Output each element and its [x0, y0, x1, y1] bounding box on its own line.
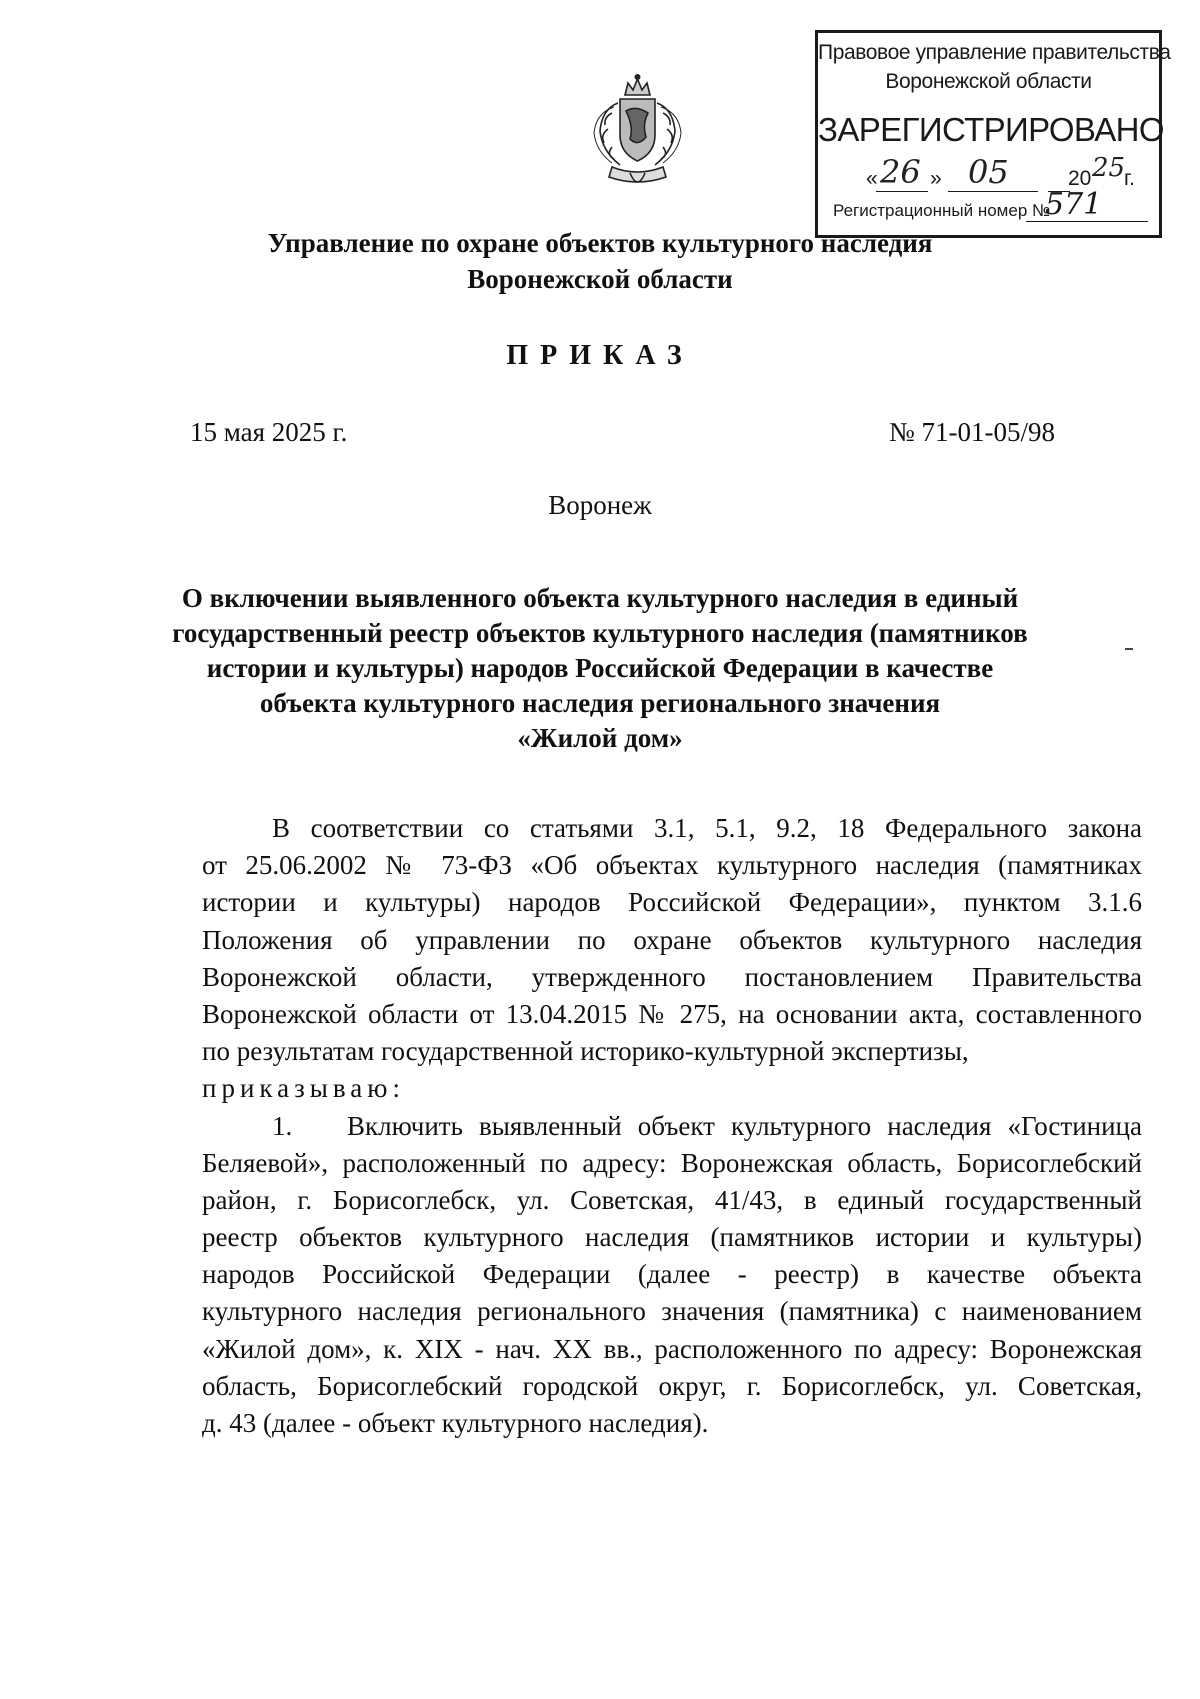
preamble-line: В соответствии со статьями 3.1, 5.1, 9.2, 18 Федерального закона — [272, 813, 1142, 843]
stamp-date-day: 26 — [880, 153, 921, 191]
item1-line: народов Российской Федерации (далее - реестр) в качестве объекта — [202, 1259, 1142, 1290]
stamp-reg-number-label: Регистрационный номер № — [833, 201, 1051, 220]
item1-first-line — [202, 1108, 1142, 1145]
registration-stamp — [815, 30, 1171, 238]
doc-title-line: государственный реестр объектов культурного наследия (памятников — [172, 618, 1028, 648]
item1-number: 1. — [272, 1110, 293, 1141]
preamble-line: Воронежской области от 13.04.2015 № 275, на основании акта, составленного — [202, 998, 1142, 1029]
coat-of-arms-icon — [590, 73, 685, 193]
margin-mark — [1125, 648, 1133, 650]
stamp-date-year-prefix: 20 — [1068, 167, 1092, 190]
item1-line: область, Борисоглебский городской округ, г. Борисоглебск, ул. Советская, — [202, 1370, 1142, 1401]
item1-line: культурного наследия регионального значения (памятника) с наименованием — [202, 1296, 1142, 1327]
stamp-org-line1: Правовое управление правительства — [818, 41, 1171, 64]
doc-title-line: объекта культурного наследия регионального значения — [259, 688, 941, 718]
stamp-quote-open: « — [866, 167, 878, 190]
doc-title-line: О включении выявленного объекта культурного наследия в единый — [181, 583, 1019, 613]
doc-number: № 71-01-05/98 — [889, 417, 1055, 447]
preamble-line: по результатам государственной историко-культурной экспертизы, — [202, 1036, 969, 1067]
doc-title-line: истории и культуры) народов Российской Федерации в качестве — [206, 653, 994, 683]
stamp-date-year-g: г. — [1124, 167, 1135, 190]
stamp-date-month: 05 — [968, 153, 1009, 191]
stamp-registered: ЗАРЕГИСТРИРОВАНО — [818, 111, 1164, 148]
doc-title-line: «Жилой дом» — [517, 723, 683, 753]
stamp-reg-number — [833, 187, 1103, 222]
item1-line: Беляевой», расположенный по адресу: Воронежская область, Борисоглебский — [202, 1147, 1142, 1178]
stamp-quote-close: » — [930, 167, 942, 190]
org-name-line1: Управление по охране объектов культурного наследия — [267, 228, 933, 258]
stamp-org-line2: Воронежской области — [885, 70, 1092, 93]
item1-line: д. 43 (далее - объект культурного наследия). — [202, 1408, 709, 1438]
preamble-line: от 25.06.2002 № 73-ФЗ «Об объектах культурного наследия (памятниках — [202, 850, 1142, 881]
doc-city: Воронеж — [548, 490, 652, 520]
preamble-line: Воронежской области, утвержденного постановлением Правительства — [202, 961, 1142, 992]
stamp-reg-number-underline — [1026, 221, 1148, 222]
item1-line: район, г. Борисоглебск, ул. Советская, 41/43, в единый государственный — [202, 1184, 1142, 1215]
stamp-date-underline — [948, 191, 1038, 192]
preamble-line: Положения об управлении по охране объектов культурного наследия — [202, 924, 1142, 955]
stamp-date-year-suffix: 25 — [1092, 153, 1126, 183]
doc-type-title: ПРИКАЗ — [506, 340, 694, 371]
stamp-date — [858, 153, 1148, 193]
doc-date: 15 мая 2025 г. — [190, 417, 348, 447]
item1-first-line-text: Включить выявленный объект культурного наследия «Гостиница — [347, 1110, 1142, 1141]
preamble-line: истории и культуры) народов Российской Федерации», пунктом 3.1.6 — [202, 887, 1142, 918]
order-word: приказываю: — [202, 1073, 405, 1104]
item1-line: «Жилой дом», к. XIX - нач. XX вв., расположенного по адресу: Воронежская — [202, 1333, 1142, 1364]
item1-line: реестр объектов культурного наследия (памятников истории и культуры) — [202, 1222, 1142, 1253]
stamp-date-underline — [876, 191, 928, 192]
doc-body — [202, 810, 1142, 1442]
org-name-line2: Воронежской области — [467, 264, 733, 294]
stamp-reg-number-value: 571 — [1045, 187, 1103, 222]
